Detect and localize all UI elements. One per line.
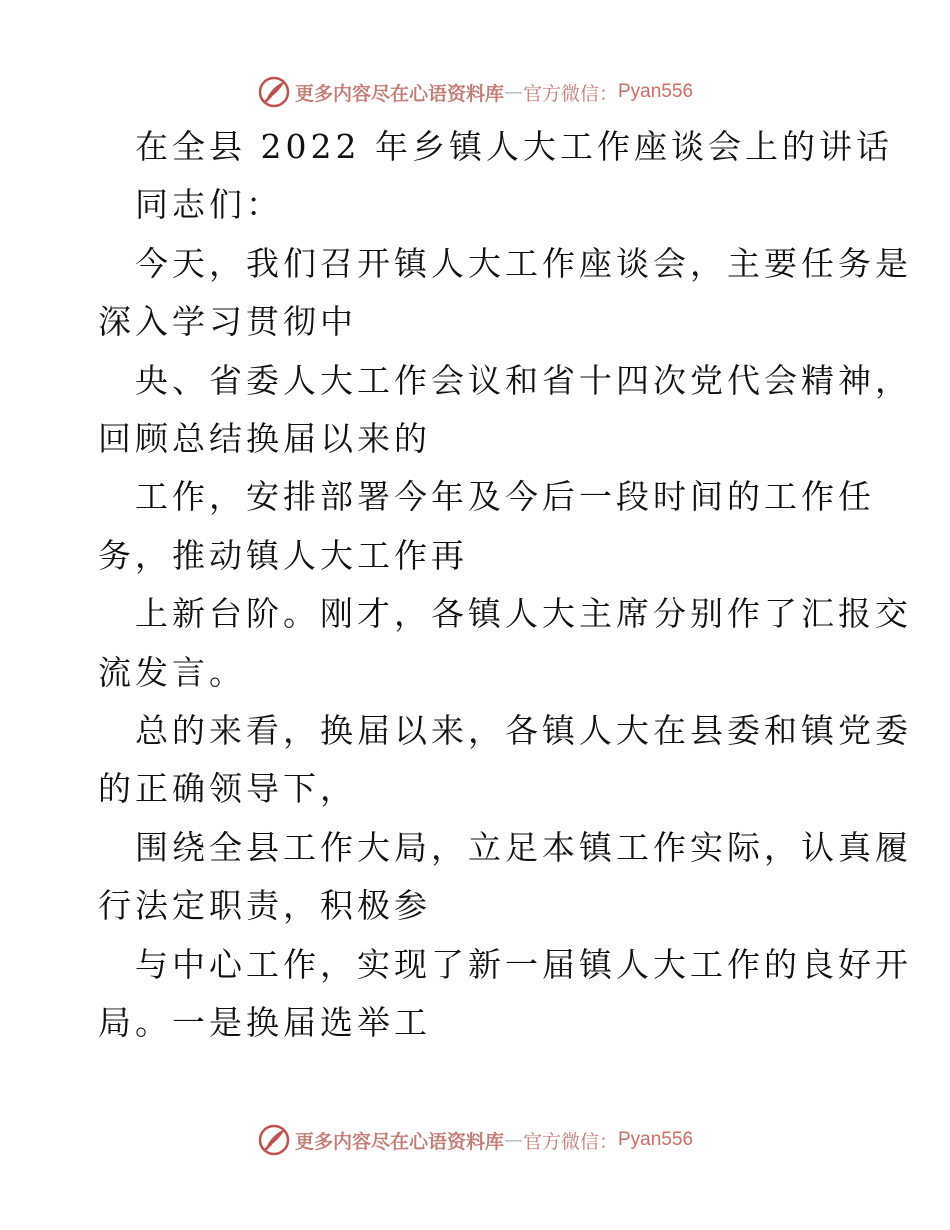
watermark-official-label: 官方微信： bbox=[522, 82, 618, 105]
watermark-official-label: 官方微信： bbox=[522, 1130, 618, 1153]
paragraph-line: 工作，安排部署今年及今后一段时间的工作任 bbox=[135, 477, 875, 516]
paragraph-line: 央、省委人大工作会议和省十四次党代会精神， bbox=[135, 361, 912, 400]
header-watermark bbox=[0, 72, 950, 112]
watermark-main-text: 更多内容尽在心语资料库 bbox=[294, 82, 504, 105]
watermark-dash: — bbox=[503, 1129, 523, 1151]
watermark-wechat-id: Pyan556 bbox=[618, 81, 694, 102]
paragraph-line: 的正确领导下， bbox=[98, 769, 357, 808]
paragraph-line: 深入学习贯彻中 bbox=[98, 302, 357, 341]
watermark-main-text: 更多内容尽在心语资料库 bbox=[294, 1130, 504, 1153]
paragraph-line: 今天，我们召开镇人大工作座谈会，主要任务是 bbox=[135, 244, 912, 283]
paragraph-line: 务，推动镇人大工作再 bbox=[98, 536, 468, 575]
paragraph-line: 回顾总结换届以来的 bbox=[98, 419, 431, 458]
paragraph-line: 总的来看，换届以来，各镇人大在县委和镇党委 bbox=[135, 711, 912, 750]
footer-watermark bbox=[0, 1120, 950, 1160]
paragraph-line: 与中心工作，实现了新一届镇人大工作的良好开 bbox=[135, 945, 912, 984]
paragraph-line: 流发言。 bbox=[98, 653, 246, 692]
paragraph-line: 围绕全县工作大局，立足本镇工作实际，认真履 bbox=[135, 828, 912, 867]
salutation: 同志们： bbox=[135, 185, 283, 224]
watermark-wechat-id: Pyan556 bbox=[618, 1129, 694, 1150]
feather-pen-logo-icon bbox=[257, 1123, 291, 1157]
paragraph-line: 局。一是换届选举工 bbox=[98, 1003, 431, 1042]
paragraph-line: 上新台阶。刚才，各镇人大主席分别作了汇报交 bbox=[135, 594, 912, 633]
watermark-dash: — bbox=[503, 81, 523, 103]
document-title: 在全县 2022 年乡镇人大工作座谈会上的讲话 bbox=[135, 127, 893, 166]
feather-pen-logo-icon bbox=[257, 75, 291, 109]
paragraph-line: 行法定职责，积极参 bbox=[98, 886, 431, 925]
